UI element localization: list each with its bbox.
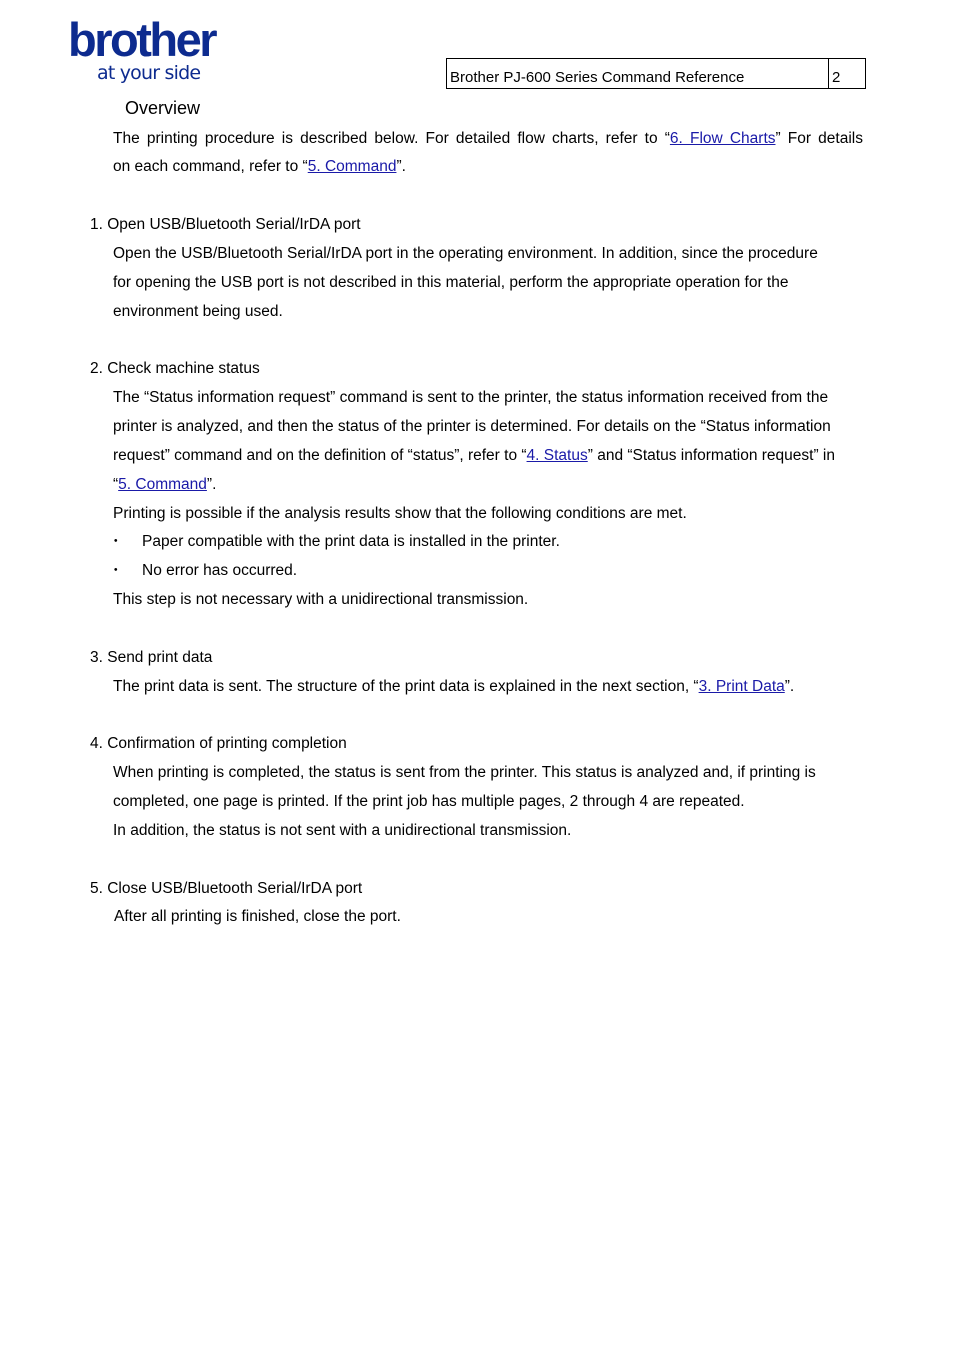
step-2-condition-intro: Printing is possible if the analysis results show that the following conditions are met. [113,505,687,522]
intro-text: The printing procedure is described below. For detailed flow charts, refer to “ [113,130,670,147]
step-1-heading: 1. Open USB/Bluetooth Serial/IrDA port [90,216,361,233]
header-title: Brother PJ-600 Series Command Reference [447,59,829,88]
step-5-heading: 5. Close USB/Bluetooth Serial/IrDA port [90,880,363,897]
logo-tagline: at your side [97,62,201,84]
step-3-text: ”. [784,678,795,695]
step-3-text: The print data is sent. The structure of the print data is explained in the next section, “ [113,678,699,695]
link-command[interactable]: 5. Command [307,158,397,175]
step-2-text: ”. [206,476,217,493]
step-2-line: printer is analyzed, and then the status of the printer is determined. For details on the “Status information [113,418,831,435]
step-2-bullet: Paper compatible with the print data is installed in the printer. [142,533,560,550]
step-2-line [113,446,835,466]
link-command-2[interactable]: 5. Command [118,476,207,493]
logo-brand-text: brother [68,13,215,66]
intro-text: ” For details [775,130,863,147]
section-title: Overview [125,98,201,118]
step-2-text: ” and “Status information request” in [587,447,835,464]
step-4-line: completed, one page is printed. If the print job has multiple pages, 2 through 4 are repeated. [113,793,745,810]
intro-text: on each command, refer to “ [113,158,308,175]
bullet-mark: ・ [108,533,124,550]
step-3-line [113,677,794,697]
step-2-line: The “Status information request” command is sent to the printer, the status information received from the [113,389,829,406]
step-2-text: request” command and on the definition of “status”, refer to “ [113,447,527,464]
bullet-mark: ・ [108,562,124,579]
link-flow-charts[interactable]: 6. Flow Charts [669,130,776,147]
link-status[interactable]: 4. Status [526,447,588,464]
step-1-line: for opening the USB port is not described in this material, perform the appropriate operation for the [113,274,789,291]
step-4-line: When printing is completed, the status is sent from the printer. This status is analyzed and, if printing is [113,764,816,781]
brother-logo [68,13,238,86]
step-2-note: This step is not necessary with a unidirectional transmission. [113,591,529,608]
intro-text: ”. [396,158,406,175]
intro-line-1 [113,129,863,149]
step-1-line: environment being used. [113,303,283,320]
step-2-heading: 2. Check machine status [90,360,260,377]
link-print-data[interactable]: 3. Print Data [698,678,785,695]
step-5-line: After all printing is finished, close the port. [114,908,401,925]
step-2-text: “ [113,476,119,493]
page-header [446,58,866,89]
step-2-bullet: No error has occurred. [142,562,298,579]
step-2-line [113,475,216,495]
step-3-heading: 3. Send print data [90,649,213,666]
step-1-line: Open the USB/Bluetooth Serial/IrDA port in the operating environment. In addition, since the procedure [113,245,818,262]
intro-line-2 [113,157,406,177]
step-4-line: In addition, the status is not sent with a unidirectional transmission. [113,822,572,839]
step-4-heading: 4. Confirmation of printing completion [90,735,347,752]
header-page-number: 2 [832,69,841,86]
